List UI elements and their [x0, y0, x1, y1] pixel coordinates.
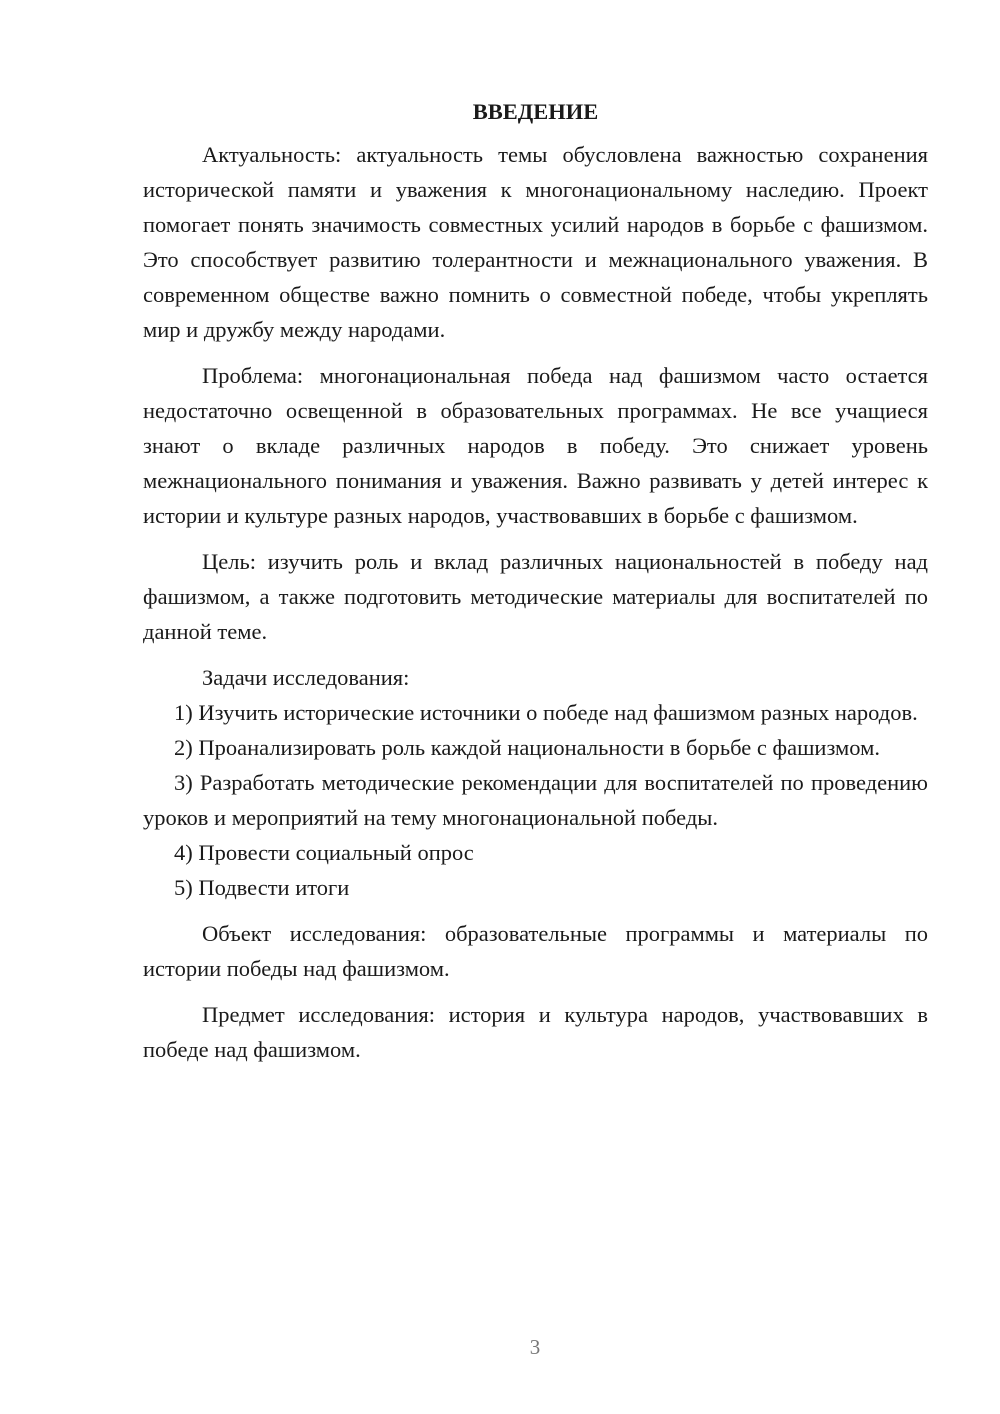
- task-item-2: 2) Проанализировать роль каждой национальности в борьбе с фашизмом.: [174, 735, 880, 760]
- task-item-4: 4) Провести социальный опрос: [174, 840, 474, 865]
- paragraph-problem: Проблема: многонациональная победа над фашизмом часто остается недостаточно освещенной в образовательных программах. Не все учащиеся знают о вкладе различных народов в победу. Это снижает уровень межнационального понимания и уважения. Важно развивать у детей интерес к истории и культуре разных народов, участвовавших в борьбе с фашизмом.: [143, 363, 928, 528]
- task-item-1: 1) Изучить исторические источники о победе над фашизмом разных народов.: [174, 700, 918, 725]
- page-title: ВВЕДЕНИЕ: [472, 99, 599, 124]
- paragraph-relevance: Актуальность: актуальность темы обусловлена важностью сохранения исторической памяти и уважения к многонациональному наследию. Проект помогает понять значимость совместных усилий народов в борьбе с фашизмом. Это способствует развитию толерантности и межнационального уважения. В современном обществе важно помнить о совместной победе, чтобы укреплять мир и дружбу между народами.: [143, 142, 928, 342]
- paragraph-object: Объект исследования: образовательные программы и материалы по истории победы над фашизмом.: [143, 921, 928, 981]
- task-item-3: 3) Разработать методические рекомендации для воспитателей по проведению уроков и мероприятий на тему многонациональной победы.: [143, 770, 928, 830]
- paragraph-goal: Цель: изучить роль и вклад различных национальностей в победу над фашизмом, а также подготовить методические материалы для воспитателей по данной теме.: [143, 549, 928, 644]
- page-content: [143, 92, 928, 1067]
- task-item-5: 5) Подвести итоги: [174, 875, 350, 900]
- tasks-heading: Задачи исследования:: [202, 665, 410, 690]
- paragraph-subject: Предмет исследования: история и культура народов, участвовавших в победе над фашизмом.: [143, 1002, 928, 1062]
- page-number: 3: [529, 1335, 541, 1359]
